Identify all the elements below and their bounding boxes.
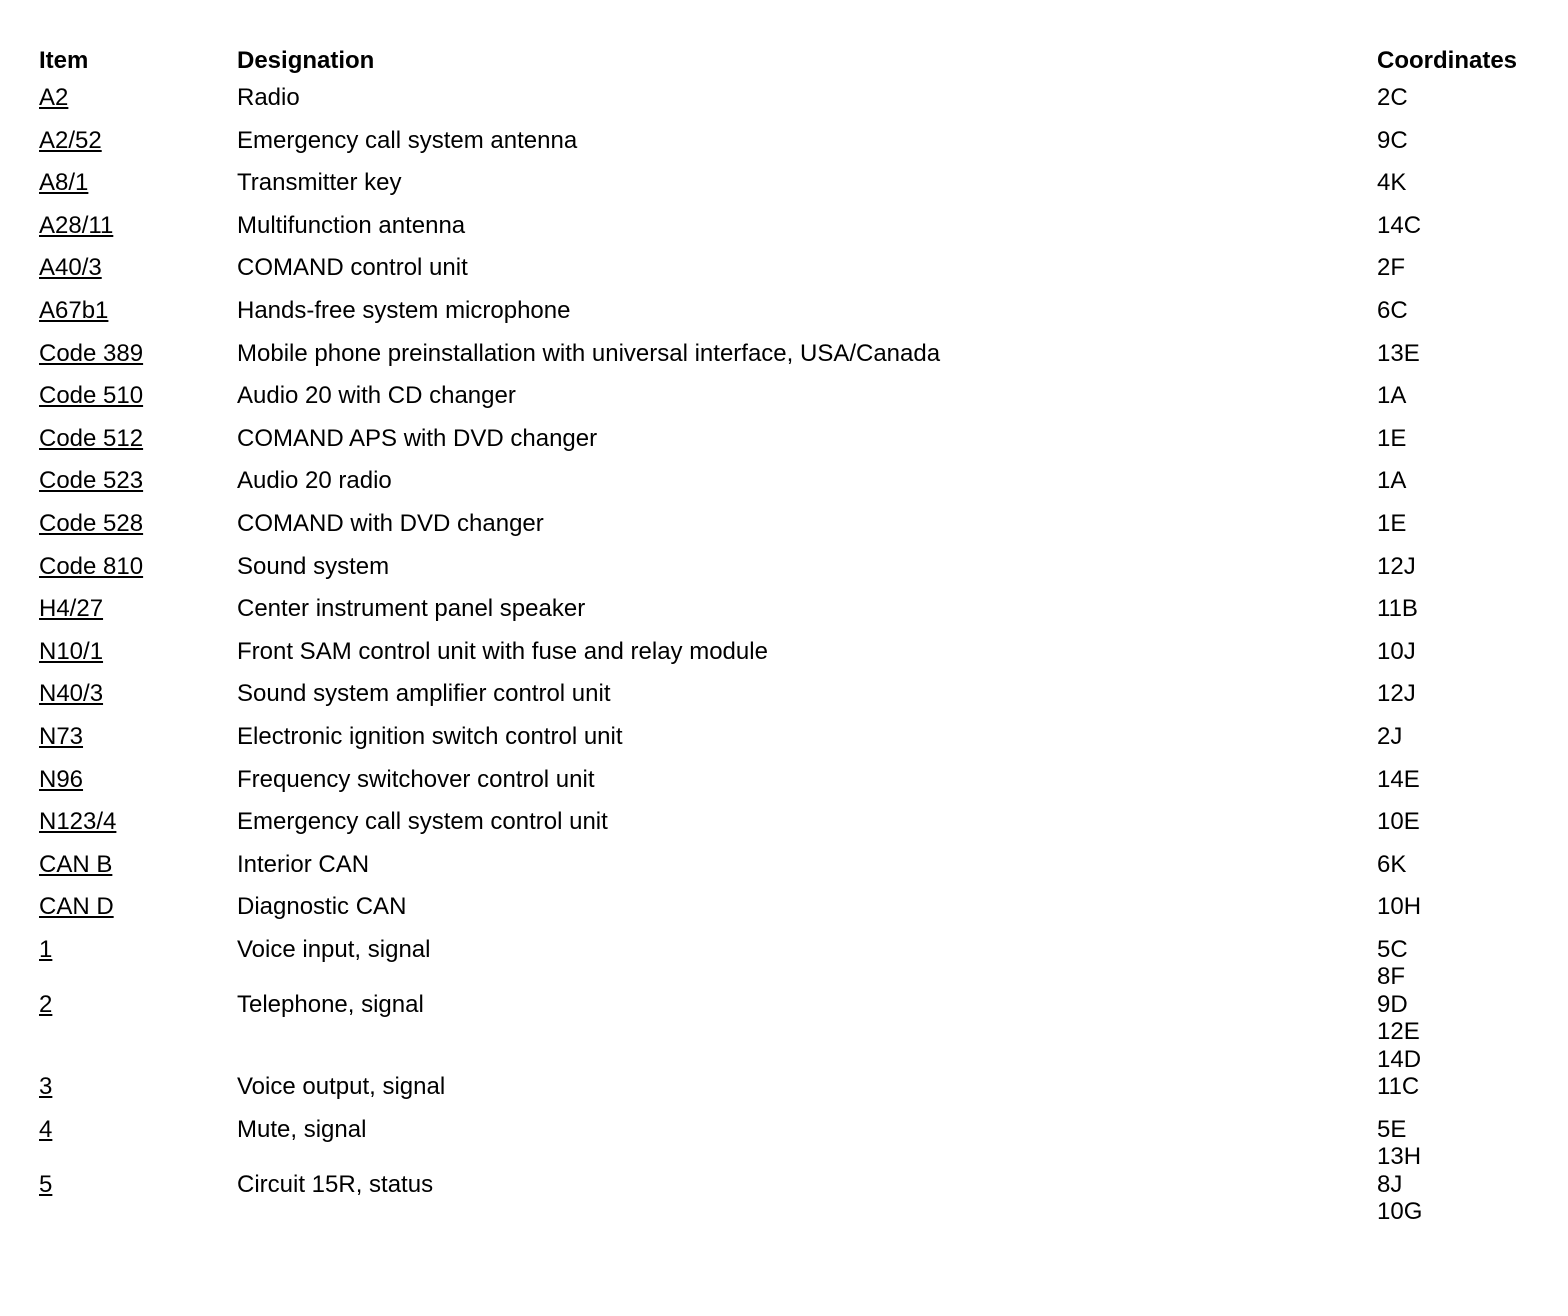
- coordinates-cell: [1377, 382, 1406, 410]
- item-cell: [39, 851, 237, 879]
- coordinates-cell: [1377, 1171, 1422, 1226]
- coordinate-value: 2F: [1377, 254, 1406, 282]
- item-link[interactable]: A2/52: [39, 126, 102, 154]
- item-link[interactable]: A67b1: [39, 296, 109, 324]
- coordinate-value: 12J: [1377, 680, 1416, 708]
- item-link[interactable]: Code 528: [39, 509, 144, 537]
- designation-cell: Emergency call system control unit: [237, 808, 608, 836]
- coordinate-value: 10J: [1377, 637, 1416, 665]
- table-row: [39, 991, 1539, 1074]
- designation-cell: Voice input, signal: [237, 935, 431, 963]
- item-cell: [39, 340, 237, 368]
- item-link[interactable]: A40/3: [39, 254, 102, 282]
- coordinate-value: 12E: [1377, 1018, 1420, 1046]
- header-item: Item: [39, 47, 89, 74]
- item-link[interactable]: N73: [39, 722, 84, 750]
- coordinate-value: 11C: [1377, 1073, 1420, 1101]
- coordinate-value: 10E: [1377, 808, 1420, 836]
- designation-cell: Mute, signal: [237, 1115, 367, 1143]
- coordinates-cell: [1377, 808, 1420, 836]
- designation-cell: Mobile phone preinstallation with universal interface, USA/Canada: [237, 339, 941, 367]
- item-link[interactable]: N123/4: [39, 808, 117, 836]
- coordinates-cell: [1377, 680, 1416, 708]
- coordinate-value: 1E: [1377, 424, 1407, 452]
- item-link[interactable]: CAN B: [39, 850, 113, 878]
- item-cell: [39, 510, 237, 538]
- item-link[interactable]: CAN D: [39, 893, 114, 921]
- item-cell: [39, 638, 237, 666]
- table-row: [39, 936, 1539, 991]
- table-row: [39, 1171, 1539, 1226]
- item-link[interactable]: N40/3: [39, 680, 104, 708]
- item-link[interactable]: 3: [39, 1073, 53, 1101]
- table-row: [39, 297, 1539, 340]
- table-row: [39, 1073, 1539, 1116]
- table-row: [39, 893, 1539, 936]
- designation-cell: Electronic ignition switch control unit: [237, 722, 623, 750]
- designation-cell: Telephone, signal: [237, 990, 424, 1018]
- coordinate-value: 5C: [1377, 935, 1408, 963]
- designation-cell: Audio 20 with CD changer: [237, 382, 516, 410]
- designation-cell: Radio: [237, 84, 300, 111]
- table-row: [39, 723, 1539, 766]
- coordinate-value: 1A: [1377, 467, 1407, 495]
- coordinate-value: 11B: [1377, 595, 1418, 623]
- table-row: [39, 254, 1539, 297]
- item-cell: [39, 297, 237, 325]
- coordinate-value: 10H: [1377, 893, 1422, 921]
- table-row: [39, 553, 1539, 596]
- item-link[interactable]: A8/1: [39, 169, 89, 197]
- table-row: [39, 212, 1539, 255]
- designation-cell: Center instrument panel speaker: [237, 595, 586, 623]
- coordinates-cell: [1377, 638, 1416, 666]
- designation-cell: Multifunction antenna: [237, 211, 466, 239]
- coordinates-cell: [1377, 851, 1406, 879]
- item-cell: [39, 467, 237, 495]
- coordinates-cell: [1377, 991, 1421, 1074]
- item-cell: [39, 723, 237, 751]
- item-link[interactable]: Code 810: [39, 552, 144, 580]
- header-coordinates: Coordinates: [1377, 47, 1518, 74]
- coordinate-value: 1E: [1377, 509, 1407, 537]
- coordinate-value: 1A: [1377, 382, 1407, 410]
- item-cell: [39, 1171, 237, 1199]
- coordinate-value: 14D: [1377, 1045, 1422, 1073]
- coordinates-cell: [1377, 340, 1420, 368]
- coordinate-value: 10G: [1377, 1198, 1423, 1226]
- coordinates-cell: [1377, 766, 1420, 794]
- item-cell: [39, 382, 237, 410]
- coordinate-value: 14E: [1377, 765, 1420, 793]
- designation-cell: Diagnostic CAN: [237, 893, 407, 921]
- coordinate-value: 13H: [1377, 1143, 1422, 1171]
- item-link[interactable]: H4/27: [39, 595, 104, 623]
- item-link[interactable]: 5: [39, 1170, 53, 1198]
- item-cell: [39, 1116, 237, 1144]
- table-row: [39, 84, 1539, 127]
- item-cell: [39, 84, 237, 112]
- item-cell: [39, 425, 237, 453]
- table-row: [39, 510, 1539, 553]
- item-cell: [39, 893, 237, 921]
- coordinate-value: 6K: [1377, 850, 1407, 878]
- coordinate-value: 2J: [1377, 722, 1403, 750]
- table-row: [39, 808, 1539, 851]
- item-link[interactable]: A2: [39, 84, 69, 111]
- item-cell: [39, 766, 237, 794]
- item-link[interactable]: Code 389: [39, 339, 144, 367]
- coordinates-cell: [1377, 595, 1418, 623]
- coordinate-value: 4K: [1377, 169, 1407, 197]
- coordinates-cell: [1377, 425, 1406, 453]
- designation-cell: Audio 20 radio: [237, 467, 392, 495]
- table-row: [39, 638, 1539, 681]
- coordinates-cell: [1377, 467, 1406, 495]
- coordinate-value: 5E: [1377, 1115, 1407, 1143]
- coordinates-cell: [1377, 297, 1408, 325]
- coordinates-cell: [1377, 254, 1405, 282]
- item-link[interactable]: N96: [39, 765, 84, 793]
- designation-cell: Circuit 15R, status: [237, 1170, 434, 1198]
- designation-cell: Emergency call system antenna: [237, 126, 578, 154]
- coordinates-cell: [1377, 84, 1408, 112]
- table-row: [39, 766, 1539, 809]
- item-link[interactable]: Code 523: [39, 467, 144, 495]
- coordinate-value: 8F: [1377, 963, 1406, 991]
- designation-cell: Front SAM control unit with fuse and relay module: [237, 637, 768, 665]
- table-row: [39, 340, 1539, 383]
- coordinate-value: 6C: [1377, 296, 1408, 324]
- coordinates-cell: [1377, 169, 1406, 197]
- designation-cell: Frequency switchover control unit: [237, 765, 595, 793]
- coordinate-value: 9C: [1377, 126, 1408, 154]
- coordinates-cell: [1377, 893, 1421, 921]
- item-link[interactable]: 4: [39, 1115, 53, 1143]
- coordinates-cell: [1377, 936, 1408, 991]
- designation-cell: Transmitter key: [237, 169, 402, 197]
- item-cell: [39, 212, 237, 240]
- designation-cell: COMAND control unit: [237, 254, 468, 282]
- coordinates-cell: [1377, 1116, 1421, 1171]
- designation-cell: Sound system: [237, 552, 390, 580]
- item-link[interactable]: Code 512: [39, 424, 144, 452]
- table-header: [39, 42, 1539, 84]
- coordinates-cell: [1377, 723, 1402, 751]
- table-row: [39, 169, 1539, 212]
- item-cell: [39, 169, 237, 197]
- coordinate-value: 14C: [1377, 211, 1422, 239]
- designation-cell: Hands-free system microphone: [237, 296, 571, 324]
- legend-table: [39, 42, 1539, 1226]
- coordinate-value: 2C: [1377, 84, 1408, 111]
- coordinate-value: 9D: [1377, 990, 1408, 1018]
- designation-cell: COMAND with DVD changer: [237, 509, 544, 537]
- item-cell: [39, 680, 237, 708]
- table-row: [39, 595, 1539, 638]
- coordinate-value: 13E: [1377, 339, 1420, 367]
- item-cell: [39, 808, 237, 836]
- designation-cell: Interior CAN: [237, 850, 370, 878]
- item-cell: [39, 553, 237, 581]
- item-link[interactable]: A28/11: [39, 211, 114, 239]
- coordinate-value: 12J: [1377, 552, 1416, 580]
- table-row: [39, 1116, 1539, 1171]
- item-cell: [39, 991, 237, 1019]
- item-cell: [39, 1073, 237, 1101]
- coordinates-cell: [1377, 510, 1406, 538]
- header-designation: Designation: [237, 47, 375, 74]
- item-link[interactable]: 1: [39, 935, 53, 963]
- item-cell: [39, 254, 237, 282]
- coordinates-cell: [1377, 212, 1421, 240]
- designation-cell: Sound system amplifier control unit: [237, 680, 611, 708]
- coordinate-value: 8J: [1377, 1170, 1403, 1198]
- item-cell: [39, 127, 237, 155]
- item-cell: [39, 595, 237, 623]
- table-row: [39, 680, 1539, 723]
- item-cell: [39, 936, 237, 964]
- item-link[interactable]: 2: [39, 990, 53, 1018]
- item-link[interactable]: Code 510: [39, 382, 144, 410]
- item-link[interactable]: N10/1: [39, 637, 104, 665]
- designation-cell: COMAND APS with DVD changer: [237, 424, 598, 452]
- coordinates-cell: [1377, 1073, 1419, 1101]
- table-row: [39, 127, 1539, 170]
- table-row: [39, 467, 1539, 510]
- designation-cell: Voice output, signal: [237, 1073, 446, 1101]
- table-row: [39, 382, 1539, 425]
- table-row: [39, 425, 1539, 468]
- table-body: [39, 84, 1539, 1226]
- coordinates-cell: [1377, 553, 1416, 581]
- table-row: [39, 851, 1539, 894]
- coordinates-cell: [1377, 127, 1408, 155]
